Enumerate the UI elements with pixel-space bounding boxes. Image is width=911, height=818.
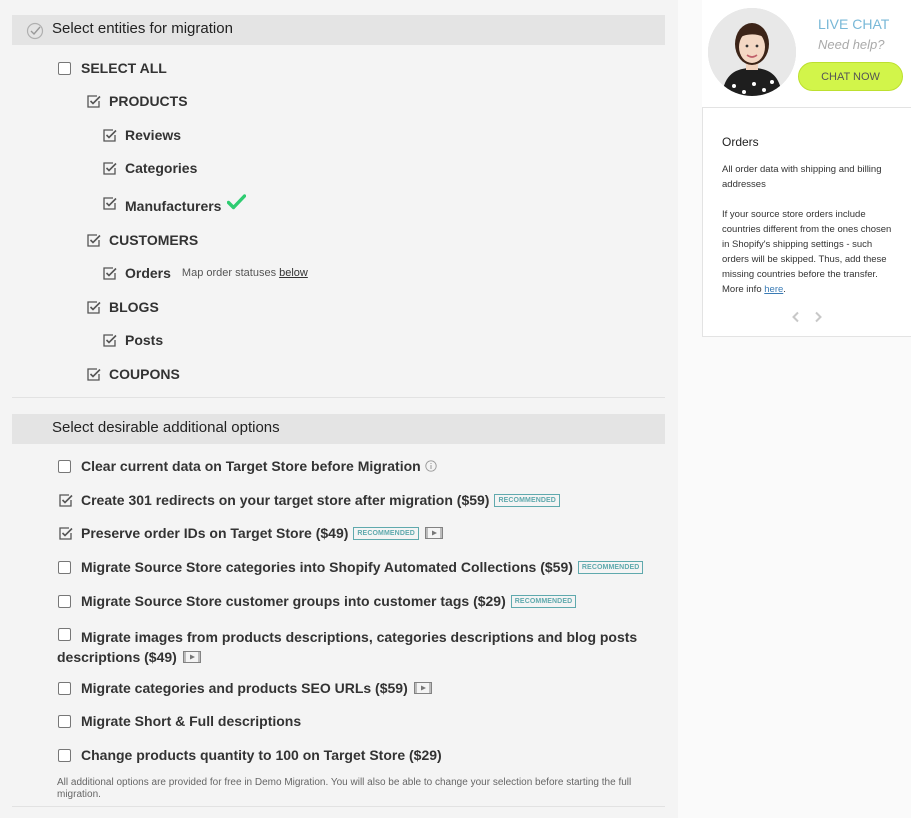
entities-section-header <box>12 15 665 45</box>
option-checkbox[interactable] <box>58 628 71 641</box>
checked-box-icon[interactable] <box>58 492 74 508</box>
info-icon[interactable] <box>425 460 437 472</box>
section-divider <box>12 397 665 398</box>
option-clear-data[interactable] <box>58 458 437 474</box>
option-label: Migrate Source Store customer groups into customer tags ($29) <box>81 593 506 609</box>
recommended-badge: RECOMMENDED <box>578 561 644 574</box>
option-checkbox[interactable] <box>58 682 71 695</box>
entity-orders-label: Orders <box>125 265 171 281</box>
checked-box-icon[interactable] <box>102 265 118 281</box>
option-label: Change products quantity to 100 on Target Store ($29) <box>81 747 442 763</box>
option-short-full-descriptions[interactable] <box>58 713 301 729</box>
entity-blogs[interactable] <box>86 299 159 315</box>
option-checkbox[interactable] <box>58 715 71 728</box>
agent-photo <box>708 8 796 96</box>
checked-box-icon[interactable] <box>102 332 118 348</box>
chevron-left-icon[interactable] <box>791 311 801 323</box>
orders-note-link[interactable]: below <box>279 267 308 279</box>
recommended-badge: RECOMMENDED <box>494 494 560 507</box>
video-icon[interactable] <box>414 682 432 694</box>
entities-section-title: Select entities for migration <box>52 20 233 37</box>
entity-posts-label: Posts <box>125 332 164 348</box>
option-label: Clear current data on Target Store before Migration <box>81 458 421 474</box>
entity-categories-label: Categories <box>125 160 198 176</box>
option-301-redirects[interactable] <box>58 492 560 508</box>
option-migrate-images[interactable] <box>57 627 657 667</box>
recommended-badge: RECOMMENDED <box>511 595 577 608</box>
option-preserve-order-ids[interactable] <box>58 525 443 541</box>
option-checkbox[interactable] <box>58 749 71 762</box>
entity-reviews[interactable] <box>102 127 181 143</box>
options-section-title: Select desirable additional options <box>52 419 280 436</box>
option-label-continued: descriptions ($49) <box>57 649 177 665</box>
info-card-paragraph: All order data with shipping and billing addresses <box>722 164 882 190</box>
option-checkbox[interactable] <box>58 595 71 608</box>
select-all-label: SELECT ALL <box>81 60 167 76</box>
checked-box-icon[interactable] <box>102 195 118 211</box>
support-agent-avatar <box>708 8 796 96</box>
option-label: Migrate images from products descriptions, categories descriptions and blog posts <box>81 629 638 645</box>
options-section-header <box>12 414 665 444</box>
select-all-checkbox[interactable] <box>58 62 71 75</box>
checked-box-icon[interactable] <box>102 160 118 176</box>
checked-box-icon[interactable] <box>58 525 74 541</box>
entity-manufacturers-label: Manufacturers <box>125 198 222 214</box>
entity-reviews-label: Reviews <box>125 127 182 143</box>
section-divider <box>12 806 665 807</box>
video-icon[interactable] <box>183 651 201 663</box>
recommended-badge: RECOMMENDED <box>353 527 419 540</box>
option-label: Migrate Source Store categories into Shopify Automated Collections ($59) <box>81 559 573 575</box>
entity-customers[interactable] <box>86 232 198 248</box>
options-footnote: All additional options are provided for free in Demo Migration. You will also be able to change your selection before starting the full migration. <box>57 777 632 800</box>
option-label: Create 301 redirects on your target store after migration ($59) <box>81 492 490 508</box>
entity-manufacturers[interactable] <box>102 194 246 214</box>
info-card-title: Orders <box>722 135 759 149</box>
info-card-paragraph <box>722 207 892 297</box>
entity-info-card <box>702 107 911 337</box>
select-all-option[interactable] <box>58 60 167 76</box>
live-chat-title: LIVE CHAT <box>818 16 890 32</box>
entity-orders[interactable] <box>102 265 308 281</box>
info-card-paragraph-text: If your source store orders include countries different from the ones chosen in Shopify's shipping settings - such orders will be skipped. Thus, add these missing countries before the transfer. More info <box>722 209 892 295</box>
option-customer-groups[interactable] <box>58 593 576 609</box>
checked-box-icon[interactable] <box>86 299 102 315</box>
info-card-text <box>722 162 892 312</box>
video-icon[interactable] <box>425 527 443 539</box>
option-checkbox[interactable] <box>58 460 71 473</box>
entity-categories[interactable] <box>102 160 197 176</box>
entity-products-label: PRODUCTS <box>109 93 188 109</box>
chat-now-button[interactable]: CHAT NOW <box>798 62 903 91</box>
entity-customers-label: CUSTOMERS <box>109 232 199 248</box>
entity-blogs-label: BLOGS <box>109 299 159 315</box>
option-label: Preserve order IDs on Target Store ($49) <box>81 525 349 541</box>
checked-box-icon[interactable] <box>86 93 102 109</box>
option-checkbox[interactable] <box>58 561 71 574</box>
checked-box-icon[interactable] <box>86 366 102 382</box>
more-info-link[interactable]: here <box>764 284 784 295</box>
green-check-icon <box>227 194 246 210</box>
circle-check-icon <box>26 22 44 40</box>
entity-coupons[interactable] <box>86 366 180 382</box>
chevron-right-icon[interactable] <box>813 311 823 323</box>
option-label: Migrate Short & Full descriptions <box>81 713 302 729</box>
info-card-period: . <box>783 284 786 295</box>
checked-box-icon[interactable] <box>102 127 118 143</box>
entity-posts[interactable] <box>102 332 163 348</box>
entity-products[interactable] <box>86 93 188 109</box>
need-help-text: Need help? <box>818 37 885 52</box>
orders-note <box>182 267 308 279</box>
option-products-quantity[interactable] <box>58 747 442 763</box>
entity-coupons-label: COUPONS <box>109 366 180 382</box>
option-seo-urls[interactable] <box>58 680 432 696</box>
orders-note-text: Map order statuses <box>181 267 277 279</box>
live-chat-widget <box>702 0 911 108</box>
checked-box-icon[interactable] <box>86 232 102 248</box>
option-automated-collections[interactable] <box>58 559 643 575</box>
option-label: Migrate categories and products SEO URLs ($59) <box>81 680 408 696</box>
help-sidebar <box>678 0 911 818</box>
